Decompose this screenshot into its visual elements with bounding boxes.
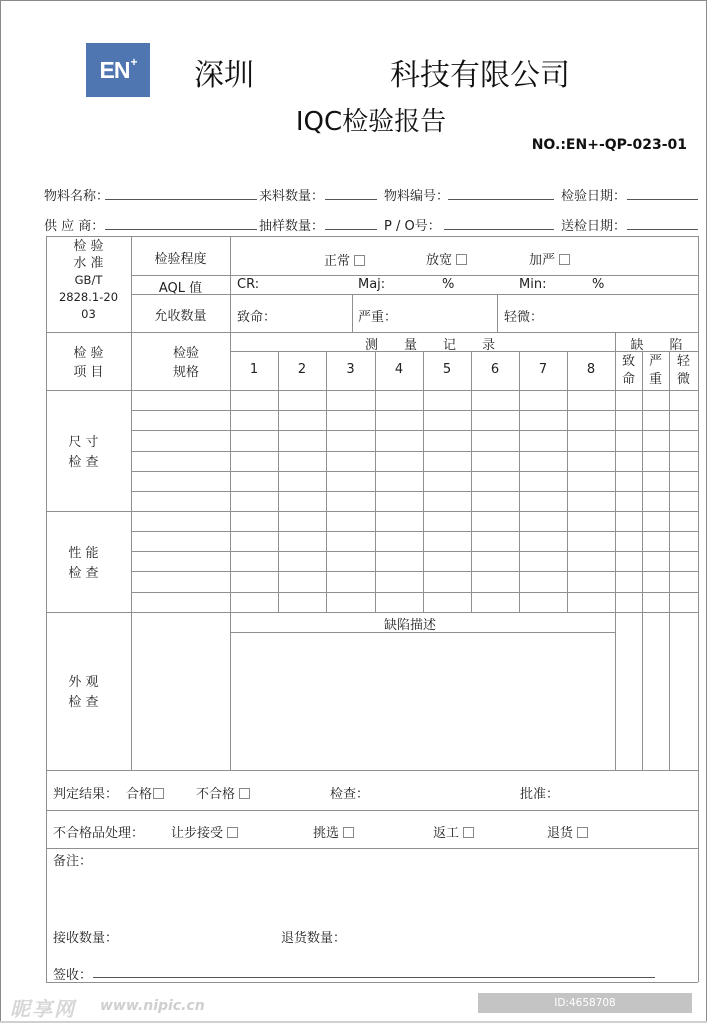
watermark-site-name: 昵享网 bbox=[10, 997, 76, 1021]
submit-date-field[interactable] bbox=[627, 229, 698, 230]
remarks-label: 备注： bbox=[53, 854, 93, 869]
defect-col-line: 重 bbox=[648, 372, 662, 387]
fail-checkbox[interactable] bbox=[239, 788, 250, 799]
measurement-col-1: 1 bbox=[249, 362, 259, 377]
judgment-fail-option[interactable] bbox=[196, 783, 250, 802]
received-qty-label: 接收数量： bbox=[53, 931, 119, 946]
defect-col-line: 严 bbox=[648, 354, 662, 369]
level-tightened-text: 加严 bbox=[529, 253, 556, 268]
return-checkbox[interactable] bbox=[577, 827, 588, 838]
concession-text: 让步接受 bbox=[171, 826, 224, 841]
aql-label: AQL 值 bbox=[158, 281, 203, 296]
group-label-line: 外 观 bbox=[68, 675, 99, 690]
level-reduced-option[interactable] bbox=[426, 249, 467, 268]
header-line: 检 验 bbox=[73, 346, 104, 361]
standard-code: GB/T bbox=[74, 273, 103, 287]
aql-cr-label: CR: bbox=[237, 277, 260, 292]
sign-label: 签收： bbox=[53, 968, 93, 983]
defect-col-major bbox=[642, 353, 669, 389]
material-name-field[interactable] bbox=[105, 199, 257, 200]
measurement-col-3: 3 bbox=[346, 362, 355, 377]
standard-line: 检 验 bbox=[73, 239, 104, 254]
inspection-spec-header bbox=[131, 344, 241, 382]
measurement-col-5: 5 bbox=[442, 362, 452, 377]
rework-option[interactable] bbox=[433, 822, 474, 841]
inspection-item-header bbox=[46, 344, 131, 382]
grid-line-h bbox=[46, 810, 698, 811]
level-tightened-checkbox[interactable] bbox=[559, 254, 570, 265]
measurement-record-header: 测 量 记 录 bbox=[365, 338, 496, 353]
signature-field[interactable] bbox=[93, 977, 655, 978]
grid-line-h bbox=[46, 236, 698, 237]
level-normal-option[interactable] bbox=[324, 250, 365, 269]
group-label-line: 检 查 bbox=[68, 455, 99, 470]
concession-checkbox[interactable] bbox=[227, 827, 238, 838]
sorting-option[interactable] bbox=[313, 822, 354, 841]
grid-line-h bbox=[131, 592, 698, 593]
measurement-col-7: 7 bbox=[538, 362, 548, 377]
material-code-label: 物料编号： bbox=[384, 189, 450, 204]
level-reduced-text: 放宽 bbox=[426, 253, 453, 268]
sample-qty-field[interactable] bbox=[325, 229, 377, 230]
sampling-standard bbox=[46, 238, 131, 323]
pass-checkbox[interactable] bbox=[153, 788, 164, 799]
level-reduced-checkbox[interactable] bbox=[456, 254, 467, 265]
grid-line-v bbox=[230, 236, 231, 770]
pass-text: 合格 bbox=[126, 787, 153, 802]
grid-line-h bbox=[46, 982, 698, 983]
header-line: 规格 bbox=[172, 365, 199, 380]
grid-line-h bbox=[46, 332, 698, 333]
concession-option[interactable] bbox=[171, 822, 238, 841]
watermark-site-url: www.nipic.cn bbox=[100, 998, 205, 1014]
supplier-field[interactable] bbox=[105, 229, 257, 230]
supplier-label: 供 应 商： bbox=[44, 219, 105, 234]
company-logo: EN+ bbox=[86, 43, 150, 97]
standard-code: 03 bbox=[81, 307, 96, 321]
material-name-label: 物料名称： bbox=[44, 189, 110, 204]
grid-line-h bbox=[46, 612, 698, 613]
acceptance-qty-label: 允收数量 bbox=[154, 309, 207, 324]
aql-maj-unit: % bbox=[442, 277, 455, 292]
po-number-label: P / O号： bbox=[384, 219, 441, 234]
material-code-field[interactable] bbox=[448, 199, 554, 200]
grid-line-h bbox=[131, 430, 698, 431]
company-name-part2: 科技有限公司 bbox=[390, 58, 570, 93]
header-line: 项 目 bbox=[73, 365, 104, 380]
grid-line-v bbox=[471, 351, 472, 612]
grid-line-v bbox=[352, 294, 353, 332]
group-label-line: 性 能 bbox=[68, 546, 99, 561]
group-label-line: 检 查 bbox=[68, 566, 99, 581]
defect-header: 缺 陷 bbox=[630, 338, 683, 353]
grid-line-h bbox=[131, 551, 698, 552]
approver-label: 批准： bbox=[520, 787, 560, 802]
grid-line-v bbox=[423, 351, 424, 612]
inspection-level-label: 检验程度 bbox=[154, 252, 207, 267]
defect-col-line: 命 bbox=[621, 372, 635, 387]
document-number: NO.:EN+-QP-023-01 bbox=[531, 137, 687, 153]
level-tightened-option[interactable] bbox=[529, 249, 570, 268]
returned-qty-label: 退货数量： bbox=[281, 931, 347, 946]
rework-text: 返工 bbox=[433, 826, 460, 841]
defect-col-critical bbox=[615, 353, 642, 389]
measurement-col-2: 2 bbox=[297, 362, 307, 377]
grid-line-h bbox=[131, 471, 698, 472]
fail-text: 不合格 bbox=[196, 787, 236, 802]
aql-maj-label: Maj: bbox=[358, 277, 386, 292]
remarks-area[interactable] bbox=[100, 852, 690, 912]
grid-line-h bbox=[131, 531, 698, 532]
aql-min-label: Min: bbox=[519, 277, 547, 292]
measurement-col-4: 4 bbox=[394, 362, 404, 377]
standard-line: 水 准 bbox=[73, 256, 104, 271]
nonconforming-label: 不合格品处理： bbox=[53, 826, 145, 841]
measurement-col-8: 8 bbox=[586, 362, 596, 377]
grid-line-v bbox=[642, 351, 643, 770]
bottom-border bbox=[0, 1021, 707, 1023]
grid-line-v bbox=[567, 351, 568, 612]
acceptance-major-label: 严重： bbox=[358, 310, 398, 325]
defect-col-minor bbox=[669, 353, 698, 389]
defect-col-line: 轻 bbox=[676, 354, 690, 369]
performance-check-label bbox=[46, 544, 121, 584]
grid-line-h bbox=[46, 770, 698, 771]
grid-line-v bbox=[519, 351, 520, 612]
aql-min-unit: % bbox=[592, 277, 605, 292]
rework-checkbox[interactable] bbox=[463, 827, 474, 838]
po-number-field[interactable] bbox=[444, 229, 554, 230]
defect-description-area[interactable] bbox=[232, 634, 614, 768]
grid-line-h bbox=[46, 511, 698, 512]
group-label-line: 检 查 bbox=[68, 695, 99, 710]
report-title: IQC检验报告 bbox=[295, 107, 447, 137]
measurement-col-6: 6 bbox=[490, 362, 500, 377]
judgment-pass-option[interactable] bbox=[126, 783, 164, 802]
grid-line-h bbox=[131, 410, 698, 411]
grid-line-h bbox=[131, 571, 698, 572]
standard-code: 2828.1-20 bbox=[58, 290, 119, 304]
grid-line-v bbox=[698, 236, 699, 982]
level-normal-checkbox[interactable] bbox=[354, 255, 365, 266]
inspector-label: 检查： bbox=[330, 787, 370, 802]
grid-line-h bbox=[131, 491, 698, 492]
company-name-part1: 深圳 bbox=[194, 58, 254, 93]
inspection-date-label: 检验日期： bbox=[561, 189, 627, 204]
sorting-text: 挑选 bbox=[313, 826, 340, 841]
grid-line-h bbox=[46, 390, 698, 391]
return-text: 退货 bbox=[547, 826, 574, 841]
grid-line-h bbox=[131, 275, 698, 276]
submit-date-label: 送检日期： bbox=[561, 219, 627, 234]
grid-line-v bbox=[278, 351, 279, 612]
judgment-label: 判定结果： bbox=[53, 787, 119, 802]
grid-line-v bbox=[375, 351, 376, 612]
grid-line-h bbox=[46, 848, 698, 849]
grid-line-v bbox=[669, 351, 670, 770]
image-id-badge: ID:4658708 NO:20200604094449475032 bbox=[478, 993, 692, 1013]
dimension-check-label bbox=[46, 433, 121, 473]
grid-line-h bbox=[131, 451, 698, 452]
grid-line-v bbox=[497, 294, 498, 332]
appearance-check-label bbox=[46, 673, 121, 713]
defect-col-line: 致 bbox=[621, 354, 635, 369]
header-line: 检验 bbox=[172, 346, 199, 361]
level-normal-text: 正常 bbox=[324, 254, 351, 269]
defect-col-line: 微 bbox=[676, 372, 690, 387]
incoming-qty-label: 来料数量： bbox=[259, 189, 325, 204]
acceptance-minor-label: 轻微： bbox=[504, 310, 544, 325]
defect-description-label: 缺陷描述 bbox=[383, 618, 436, 633]
return-option[interactable] bbox=[547, 822, 588, 841]
sample-qty-label: 抽样数量： bbox=[259, 219, 325, 234]
incoming-qty-field[interactable] bbox=[325, 199, 377, 200]
sorting-checkbox[interactable] bbox=[343, 827, 354, 838]
grid-line-v bbox=[326, 351, 327, 612]
group-label-line: 尺 寸 bbox=[68, 435, 99, 450]
acceptance-critical-label: 致命： bbox=[237, 310, 277, 325]
inspection-date-field[interactable] bbox=[627, 199, 698, 200]
